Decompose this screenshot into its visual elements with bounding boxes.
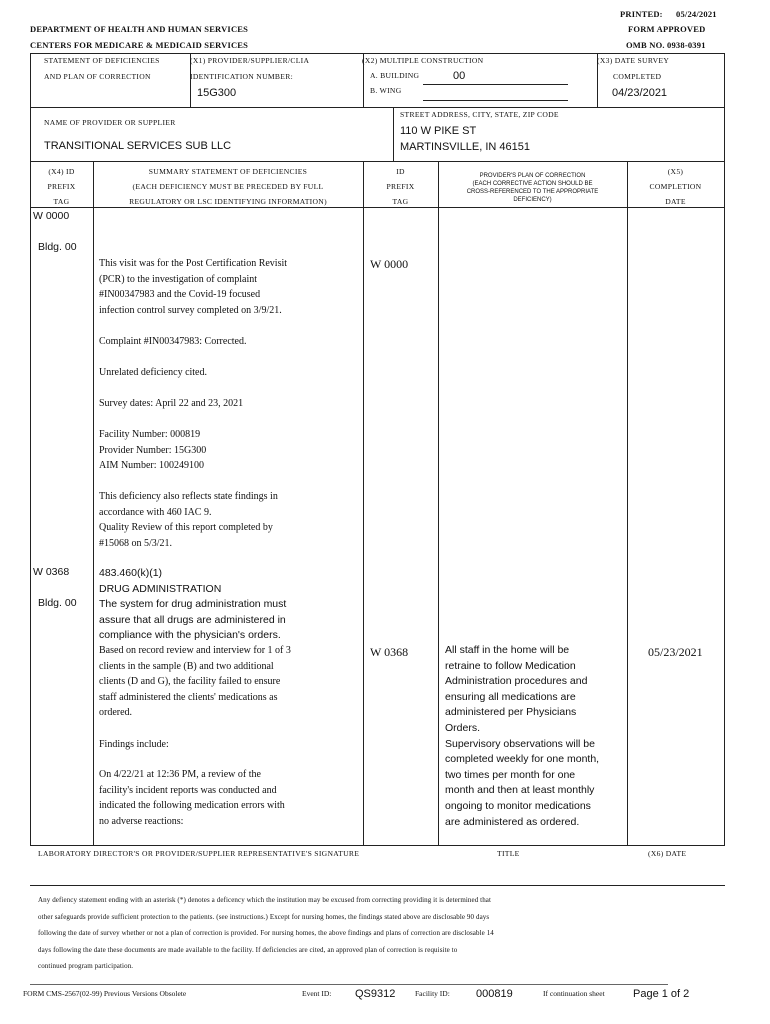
row1-prefix-tag: W 0000: [33, 210, 70, 222]
address-label: STREET ADDRESS, CITY, STATE, ZIP CODE: [400, 110, 559, 119]
printed-date: 05/24/2021: [676, 9, 717, 19]
row1-paragraph-6: This deficiency also reflects state findings in accordance with 460 IAC 9. Quality Review of this report completed by #15068 on 5/3/21.: [99, 491, 278, 549]
row2-review: On 4/22/21 at 12:36 PM, a review of the facility's incident reports was conducted and indicated the following medication errors with no adverse reactions:: [99, 769, 285, 827]
agency-name: CENTERS FOR MEDICARE & MEDICAID SERVICES: [30, 40, 249, 50]
row1-paragraph-2: Complaint #IN00347983: Corrected.: [99, 336, 247, 347]
omb-number: OMB NO. 0938-0391: [626, 40, 706, 50]
event-id-value: QS9312: [355, 988, 396, 1000]
continuation-label: If continuation sheet: [543, 989, 605, 998]
printed-label: PRINTED:: [620, 9, 663, 19]
col-plan-header: PROVIDER'S PLAN OF CORRECTION (EACH CORRECTIVE ACTION SHOULD BE CROSS-REFERENCED TO THE APPROPRIATE DEFICIENCY): [466, 173, 599, 203]
signature-label: LABORATORY DIRECTOR'S OR PROVIDER/SUPPLIER REPRESENTATIVE'S SIGNATURE: [38, 849, 360, 858]
date-label: (X6) DATE: [648, 849, 687, 858]
form-approved: FORM APPROVED: [628, 24, 706, 34]
provider-id-value: 15G300: [197, 87, 237, 99]
x3-label: (X3) DATE SURVEY: [597, 56, 670, 65]
row1-paragraph-3: Unrelated deficiency cited.: [99, 367, 207, 378]
x2-label: (X2) MULTIPLE CONSTRUCTION: [362, 56, 484, 65]
form-number: FORM CMS-2567(02-99) Previous Versions Obsolete: [23, 989, 187, 998]
col-id-header: ID PREFIX TAG: [386, 167, 415, 206]
survey-date-value: 04/23/2021: [612, 87, 668, 99]
row2-plan-of-correction: All staff in the home will be retraine to follow Medication Administration procedures and ensuring all medications are administered per Physicians Orders. Supervisory observations will be completed weekly for one month, two times per month for one month and then at least monthly ongoing to monitor medications are administered as ordered.: [445, 644, 600, 828]
event-id-label: Event ID:: [302, 989, 332, 998]
col-x4-header: (X4) ID PREFIX TAG: [47, 167, 76, 206]
building-label: A. BUILDING: [370, 71, 420, 80]
row2-prefix-tag: W 0368: [33, 566, 70, 578]
row1-id-tag: W 0000: [370, 257, 409, 271]
identification-label: IDENTIFICATION NUMBER:: [190, 72, 293, 81]
row1-paragraph-1: This visit was for the Post Certification Revisit (PCR) to the investigation of complaint #IN00347983 and the Covid-19 focused infection control survey completed on 3/9/21.: [99, 258, 288, 316]
row2-completion-date: 05/23/2021: [648, 645, 703, 659]
provider-name-label: NAME OF PROVIDER OR SUPPLIER: [44, 118, 176, 127]
row1-paragraph-4: Survey dates: April 22 and 23, 2021: [99, 398, 244, 409]
disclaimer-text: Any defiency statement ending with an asterisk (*) denotes a deficency which the institution may be excused from correcting providing it is determined that other safeguards provide sufficient protection to the patients. (see instructions.) Except for nursing homes, the findings stated above are disclosable 90 days following the date of survey whether or not a plan of correction is provided. For nursing homes, the above findings and plans of correction are disclosable 14 days following the date these documents are made available to the facility. If deficiencies are cited, an approved plan of correction is requisite to continued program participation.: [38, 896, 494, 970]
row2-id-tag: W 0368: [370, 645, 409, 659]
statement-label-2: AND PLAN OF CORRECTION: [44, 72, 151, 81]
row1-paragraph-5: Facility Number: 000819 Provider Number: 15G300 AIM Number: 100249100: [99, 429, 207, 472]
completed-label: COMPLETED: [613, 72, 662, 81]
title-label: TITLE: [497, 849, 520, 858]
col-x5-header: (X5) COMPLETION DATE: [649, 167, 702, 206]
x1-label: (X1) PROVIDER/SUPPLIER/CLIA: [190, 56, 310, 65]
address-line-2: MARTINSVILLE, IN 46151: [400, 141, 531, 153]
provider-name-value: TRANSITIONAL SERVICES SUB LLC: [44, 140, 232, 152]
statement-label-1: STATEMENT OF DEFICIENCIES: [44, 56, 160, 65]
row2-finding: Based on record review and interview for 1 of 3 clients in the sample (B) and two additional clients (D and G), the facility failed to ensure staff administered the clients' medications as ordered.: [99, 645, 291, 719]
building-value: 00: [453, 70, 466, 82]
row2-regulation: 483.460(k)(1) DRUG ADMINISTRATION The system for drug administration must assure that all drugs are administered in compliance with the physician's orders.: [99, 567, 287, 642]
wing-label: B. WING: [370, 86, 402, 95]
row2-building: Bldg. 00: [38, 597, 77, 609]
page-number: Page 1 of 2: [633, 988, 690, 1000]
col-summary-header: SUMMARY STATEMENT OF DEFICIENCIES (EACH DEFICIENCY MUST BE PRECEDED BY FULL REGULATORY OR LSC IDENTIFYING INFORMATION): [129, 167, 327, 206]
row1-building: Bldg. 00: [38, 241, 77, 253]
facility-id-label: Facility ID:: [415, 989, 450, 998]
address-line-1: 110 W PIKE ST: [400, 125, 477, 137]
facility-id-value: 000819: [476, 988, 513, 1000]
department-name: DEPARTMENT OF HEALTH AND HUMAN SERVICES: [30, 24, 249, 34]
row2-findings-include: Findings include:: [99, 739, 169, 750]
